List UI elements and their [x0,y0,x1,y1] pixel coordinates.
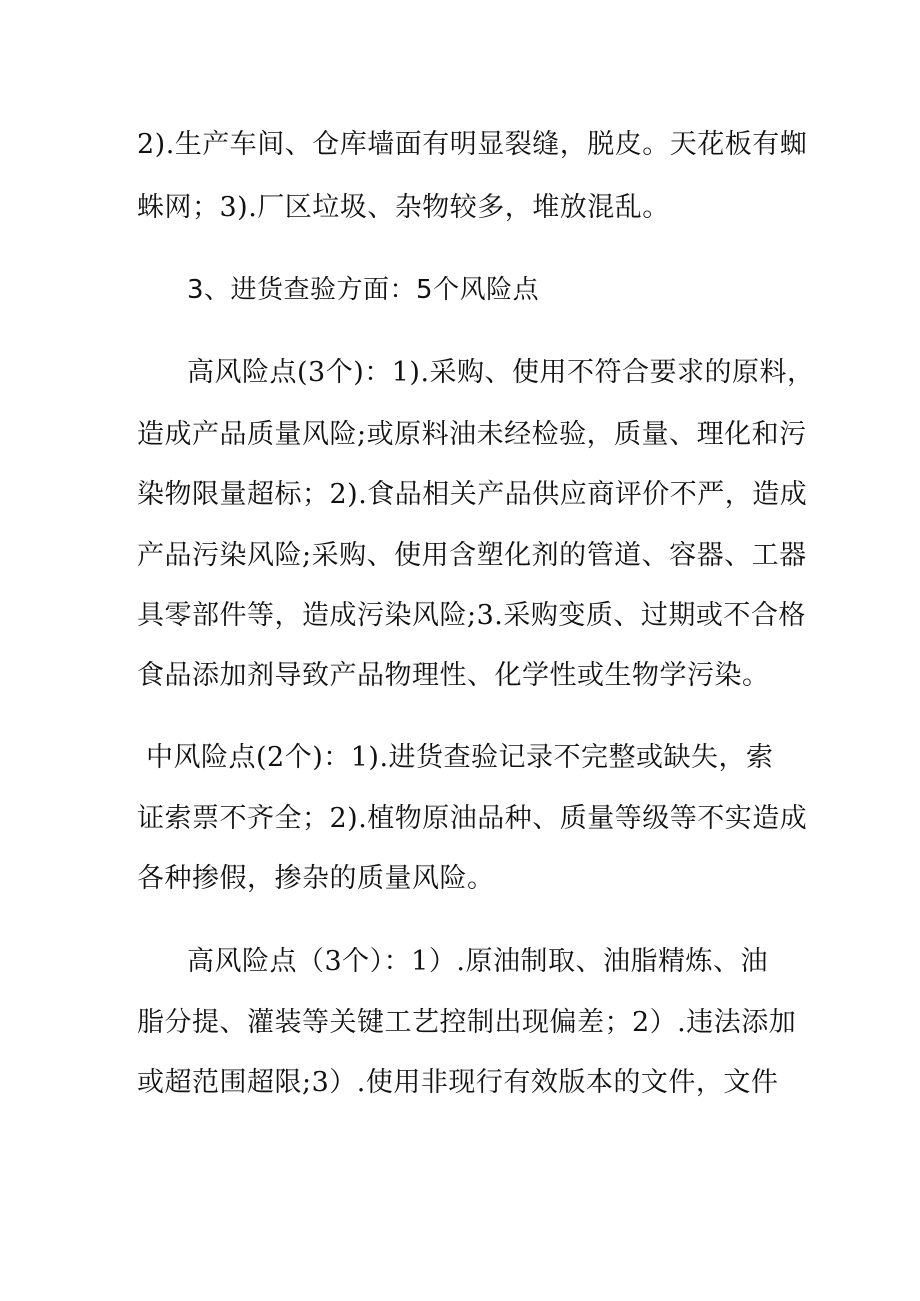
high-risk-line-5: 具零部件等，造成污染风险;3.采购变质、过期或不合格 [137,600,806,631]
paragraph-1-line-2: 蛛网；3).厂区垃圾、杂物较多，堆放混乱。 [137,192,670,223]
high-risk-line-3: 染物限量超标；2).食品相关产品供应商评价不严，造成 [137,479,808,510]
high-risk-line-6: 食品添加剂导致产品物理性、化学性或生物学污染。 [137,660,770,691]
section-heading: 3、进货查验方面：5个风险点 [187,275,540,305]
medium-risk-line-2: 证索票不齐全；2).植物原油品种、质量等级等不实造成 [137,803,808,834]
high-risk-line-1: 高风险点(3个)：1).采购、使用不符合要求的原料， [187,357,815,388]
medium-risk-line-3: 各种掺假，掺杂的质量风险。 [137,863,495,894]
high-risk-2-line-3: 或超范围超限;3）.使用非现行有效版本的文件，文件 [137,1067,779,1098]
medium-risk-line-1: 中风险点(2个)：1).进货查验记录不完整或缺失，索 [146,742,774,773]
high-risk-line-2: 造成产品质量风险;或原料油未经检验，质量、理化和污 [137,419,807,450]
paragraph-1-line-1: 2).生产车间、仓库墙面有明显裂缝，脱皮。天花板有蜘 [137,129,808,160]
high-risk-line-4: 产品污染风险;采购、使用含塑化剂的管道、容器、工器 [137,540,807,571]
high-risk-2-line-2: 脂分提、灌装等关键工艺控制出现偏差；2）.违法添加 [137,1007,797,1038]
high-risk-2-line-1: 高风险点（3个）：1）.原油制取、油脂精炼、油 [187,946,768,977]
